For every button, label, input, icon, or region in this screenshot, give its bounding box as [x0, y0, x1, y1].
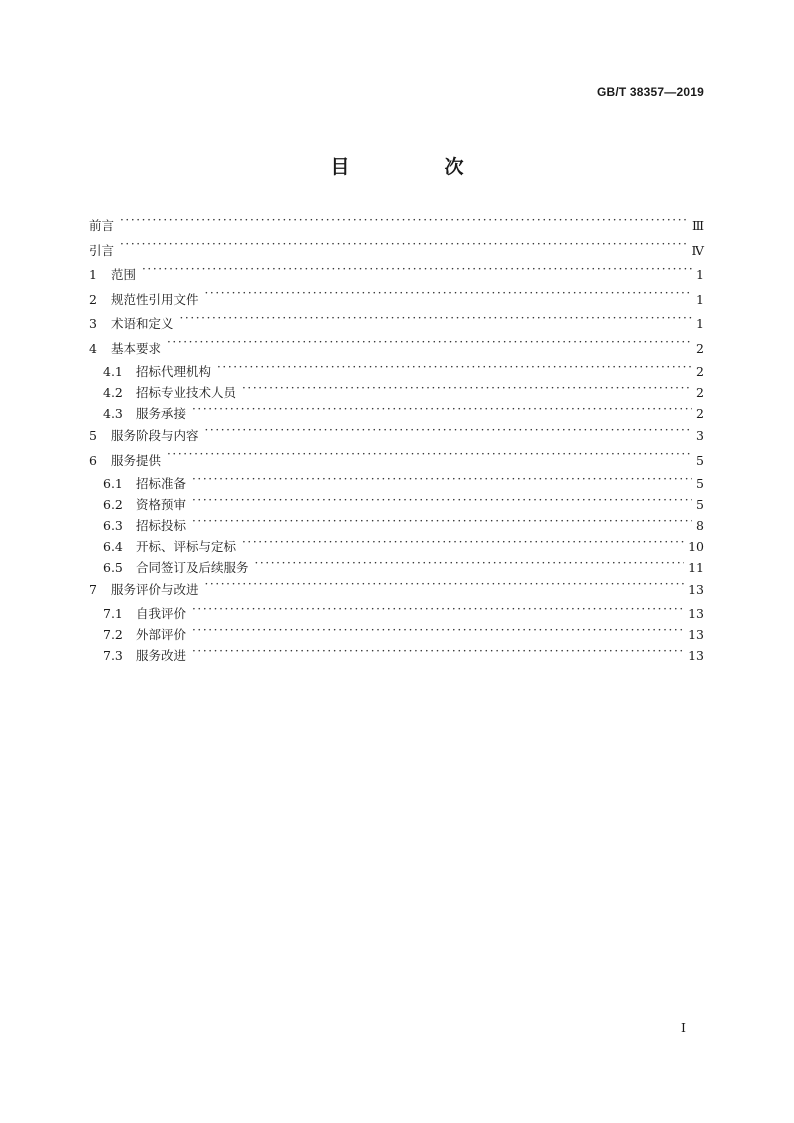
- toc-dot-leader: [192, 518, 692, 531]
- toc-entry-title: 自我评价: [136, 605, 187, 621]
- toc-dot-leader: [167, 340, 692, 353]
- toc-entry-page: 2: [696, 340, 704, 356]
- toc-entry-page: 2: [696, 385, 704, 400]
- toc-entry[interactable]: [89, 536, 704, 557]
- toc-entry-number: 4.3: [103, 406, 123, 421]
- toc-dot-leader: [142, 267, 692, 280]
- toc-entry-title: 招标专业技术人员: [136, 385, 237, 400]
- toc-dot-leader: [120, 242, 687, 255]
- toc-dot-leader: [192, 605, 684, 618]
- toc-dot-leader: [120, 218, 688, 231]
- toc-dot-leader: [242, 539, 684, 552]
- toc-dot-leader: [217, 364, 692, 377]
- toc-entry-title: 规范性引用文件: [111, 291, 199, 307]
- toc-entry-page: Ⅳ: [691, 242, 704, 258]
- toc-entry-title: 服务提供: [111, 452, 162, 468]
- toc-entry-number: 6.4: [103, 539, 123, 554]
- toc-entry-title: 合同签订及后续服务: [136, 560, 249, 575]
- toc-dot-leader: [205, 582, 685, 595]
- toc-entry-number: 7.2: [103, 626, 123, 642]
- toc-entry[interactable]: [89, 515, 704, 536]
- toc-entry[interactable]: [89, 473, 704, 494]
- toc-dot-leader: [205, 428, 693, 441]
- toc-entry[interactable]: [89, 424, 704, 449]
- toc-entry[interactable]: [89, 337, 704, 362]
- toc-entry-number: 7: [89, 582, 97, 597]
- toc-dot-leader: [192, 406, 692, 419]
- toc-entry-title: 基本要求: [111, 340, 162, 356]
- toc-entry[interactable]: [89, 624, 704, 645]
- toc-entry-number: 4.2: [103, 385, 123, 400]
- toc-entry-page: 13: [688, 605, 704, 621]
- toc-entry-page: 13: [688, 582, 704, 597]
- toc-entry-page: 13: [688, 647, 704, 663]
- toc-dot-leader: [205, 291, 693, 304]
- toc-entry-title: 招标代理机构: [136, 364, 212, 379]
- toc-dot-leader: [192, 497, 692, 510]
- toc-entry-title: 服务承接: [136, 406, 187, 421]
- toc-entry[interactable]: [89, 645, 704, 666]
- toc-dot-leader: [192, 647, 684, 660]
- toc-entry-title: 服务改进: [136, 647, 187, 663]
- toc-entry[interactable]: [89, 361, 704, 382]
- toc-entry[interactable]: [89, 603, 704, 624]
- toc-dot-leader: [255, 560, 685, 573]
- toc-entry-page: 1: [696, 267, 704, 282]
- table-of-contents: [89, 214, 704, 666]
- toc-entry-page: 5: [696, 452, 704, 468]
- page-number: Ⅰ: [681, 1020, 686, 1035]
- toc-entry[interactable]: [89, 403, 704, 424]
- toc-entry-page: 8: [696, 518, 704, 533]
- toc-entry-page: 1: [696, 316, 704, 331]
- toc-entry[interactable]: [89, 239, 704, 264]
- toc-entry-title: 服务阶段与内容: [111, 428, 199, 443]
- toc-dot-leader: [192, 626, 684, 639]
- toc-entry[interactable]: [89, 214, 704, 239]
- toc-entry[interactable]: [89, 312, 704, 337]
- toc-entry-page: 5: [696, 497, 704, 512]
- toc-entry-number: 6: [89, 452, 97, 468]
- toc-entry-title: 前言: [89, 218, 115, 233]
- toc-entry-number: 6.5: [103, 560, 123, 575]
- toc-entry-number: 3: [89, 316, 97, 331]
- toc-entry-number: 6.2: [103, 497, 123, 512]
- page-title: 目 次: [330, 156, 502, 178]
- toc-entry-number: 7.3: [103, 647, 123, 663]
- toc-entry-page: Ⅲ: [691, 218, 704, 233]
- toc-entry-title: 范围: [111, 267, 137, 282]
- toc-entry-title: 招标准备: [136, 476, 187, 491]
- toc-dot-leader: [242, 385, 692, 398]
- toc-dot-leader: [167, 452, 692, 465]
- toc-entry-number: 4: [89, 340, 97, 356]
- toc-entry-page: 2: [696, 406, 704, 421]
- toc-entry-page: 1: [696, 291, 704, 307]
- toc-entry-page: 10: [688, 539, 704, 554]
- toc-entry-title: 招标投标: [136, 518, 187, 533]
- toc-entry-title: 外部评价: [136, 626, 187, 642]
- standard-code: GB/T 38357—2019: [596, 85, 704, 99]
- toc-entry-number: 5: [89, 428, 97, 443]
- toc-entry[interactable]: [89, 578, 704, 603]
- toc-dot-leader: [180, 316, 693, 329]
- toc-entry-number: 6.3: [103, 518, 123, 533]
- toc-entry-number: 4.1: [103, 364, 123, 379]
- toc-dot-leader: [192, 476, 692, 489]
- toc-entry-page: 11: [688, 560, 704, 575]
- toc-entry[interactable]: [89, 288, 704, 313]
- toc-entry-title: 开标、评标与定标: [136, 539, 237, 554]
- toc-entry-page: 2: [696, 364, 704, 379]
- toc-entry[interactable]: [89, 557, 704, 578]
- toc-entry-title: 服务评价与改进: [111, 582, 199, 597]
- toc-entry[interactable]: [89, 382, 704, 403]
- toc-entry-number: 6.1: [103, 476, 123, 491]
- toc-entry-number: 1: [89, 267, 97, 282]
- toc-entry-page: 13: [688, 626, 704, 642]
- toc-entry-number: 2: [89, 291, 97, 307]
- toc-entry[interactable]: [89, 263, 704, 288]
- toc-entry-page: 3: [696, 428, 704, 443]
- toc-entry[interactable]: [89, 449, 704, 474]
- toc-entry-title: 术语和定义: [111, 316, 174, 331]
- toc-entry-number: 7.1: [103, 605, 123, 621]
- toc-entry[interactable]: [89, 494, 704, 515]
- toc-entry-page: 5: [696, 476, 704, 491]
- toc-entry-title: 引言: [89, 242, 115, 258]
- toc-entry-title: 资格预审: [136, 497, 187, 512]
